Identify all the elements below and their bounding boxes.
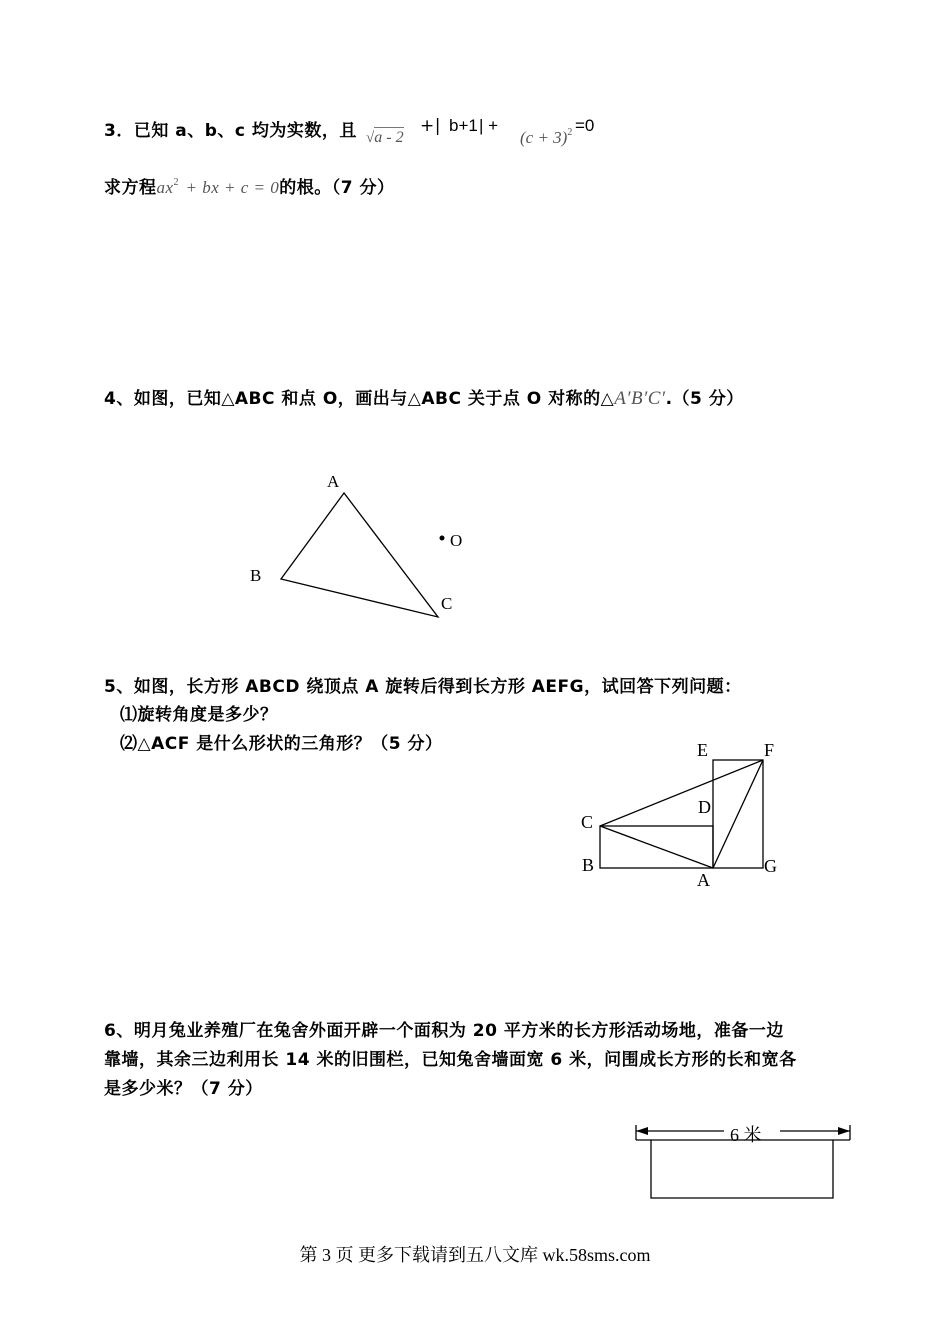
label-e: E	[697, 740, 708, 760]
q5-text: 5、如图，长方形 ABCD 绕顶点 A 旋转后得到长方形 AEFG，试回答下列问题：	[104, 677, 742, 697]
q3-number: 3	[104, 121, 117, 141]
segment-cf	[600, 760, 763, 826]
point-o	[440, 536, 445, 541]
q6-line3: 是多少米？（7 分）	[104, 1079, 263, 1099]
q3-eq-sup: 2	[173, 177, 180, 188]
q3-eq-ax: ax	[156, 178, 174, 197]
wall-label: 6 米	[730, 1125, 762, 1145]
triangle-abc	[281, 493, 438, 617]
q3-sqrt-expr: a - 2	[374, 129, 404, 146]
label-a5: A	[697, 870, 710, 890]
q3-sqrt: √a - 2	[366, 129, 404, 146]
segment-ca	[600, 826, 713, 868]
q5-sub1: ⑴旋转角度是多少？	[120, 705, 278, 725]
label-c5: C	[581, 812, 594, 832]
q3-eq-zero: =0	[575, 116, 595, 135]
arrow-right-icon	[838, 1127, 850, 1135]
q3-lead: ．已知 a、b、c 均为实数，且	[116, 121, 357, 141]
q6-line2: 靠墙，其余三边利用长 14 米的旧围栏，已知兔舍墙面宽 6 米，问围成长方形的长和宽各	[104, 1050, 797, 1070]
q3-line2-lead: 求方程	[104, 178, 157, 198]
q6-line1: 6、明月兔业养殖厂在兔舍外面开辟一个面积为 20 平方米的长方形活动场地，准备一边	[104, 1021, 784, 1041]
q4-tail: .（5 分）	[665, 389, 744, 409]
label-b: B	[250, 566, 262, 585]
label-o: O	[450, 531, 463, 550]
label-b5: B	[582, 855, 595, 875]
q4-prompt: 4、如图，已知△ABC 和点 O，画出与△ABC 关于点 O 对称的△	[104, 389, 615, 409]
q3-plus-bar: +|	[420, 116, 441, 136]
label-f: F	[764, 740, 775, 760]
q4-sym: A′B′C′	[614, 388, 666, 409]
q3-line2-tail: 的根。（7 分）	[279, 178, 395, 198]
q3-eq-rest: + bx + c = 0	[185, 178, 280, 197]
enclosure-rect	[651, 1140, 833, 1198]
label-g: G	[764, 856, 777, 876]
label-d: D	[698, 797, 711, 817]
q5-sub2: ⑵△ACF 是什么形状的三角形？（5 分）	[120, 734, 443, 754]
label-c: C	[441, 594, 453, 613]
q3-bar-plus: | +	[479, 116, 499, 135]
q3-abs-expr: b+1	[449, 116, 478, 135]
arrow-left-icon	[636, 1127, 648, 1135]
segment-af	[713, 760, 763, 868]
page-footer: 第 3 页 更多下载请到五八文库 wk.58sms.com	[299, 1245, 651, 1265]
label-a: A	[327, 472, 340, 491]
q3-paren-expr: (c + 3)	[520, 128, 568, 147]
q3-paren-sup: 2	[567, 127, 573, 138]
